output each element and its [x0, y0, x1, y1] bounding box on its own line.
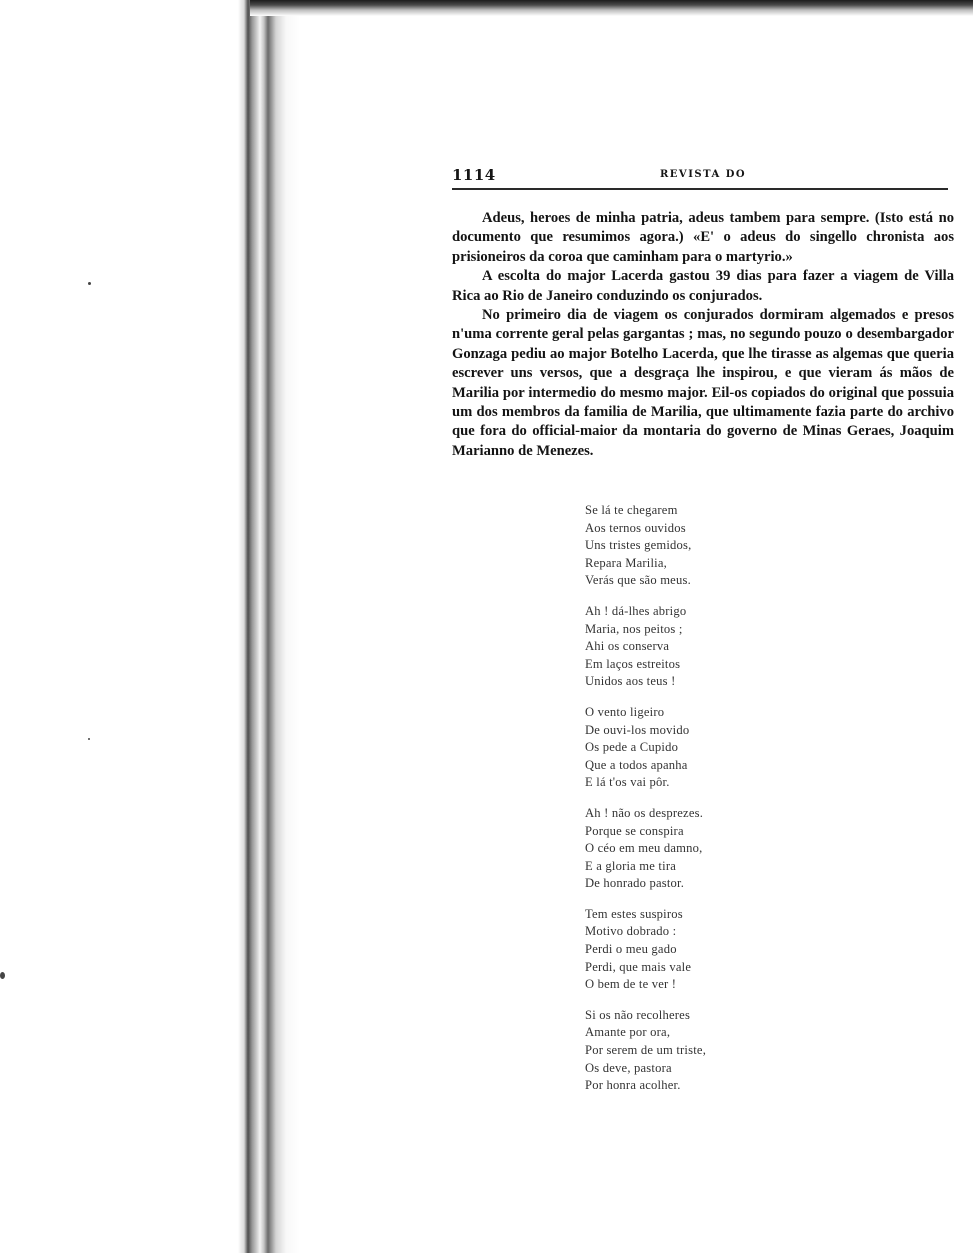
poem-line: Tem estes suspiros: [585, 906, 683, 921]
poem-stanza: [585, 704, 815, 792]
poem-line: Ah ! não os desprezes.: [585, 805, 704, 820]
poem-line: Por serem de um triste,: [585, 1043, 707, 1058]
poem-line: Ah ! dá-lhes abrigo: [585, 603, 687, 618]
poem-line: Perdi o meu gado: [585, 942, 677, 957]
running-title: REVISTA DO: [660, 169, 747, 180]
paragraph: Adeus, heroes de minha patria, adeus tambem para sempre. (Isto está no documento que resumimos agora.) «E' o adeus do singello chronista aos prisioneiros da coroa que caminham para o martyrio.»: [452, 210, 954, 265]
poem-line: Si os não recolheres: [585, 1007, 691, 1022]
poem-line: Uns tristes gemidos,: [585, 538, 692, 553]
poem-line: Unidos aos teus !: [585, 674, 676, 689]
book-gutter: [238, 0, 300, 1253]
poem-line: Porque se conspira: [585, 823, 684, 838]
poem-line: Motivo dobrado :: [585, 924, 677, 939]
poem-stanza: [585, 502, 815, 590]
paragraph: No primeiro dia de viagem os conjurados dormiram algemados e presos n'uma corrente geral pelas gargantas ; mas, no segundo pouzo o desembargador Gonzaga pediu ao major Botelho Lacerda, que lhe tirasse as algemas que queria escrever uns versos, que a desgraça lhe inspirou, e que vieram ás mãos de Marilia por intermedio do mesmo major. Eil-os copiados do original que possuia um dos membros da familia de Marilia, que ultimamente fazia parte do archivo que fora do official-maior da montaria do governo de Minas Geraes, Joaquim Marianno de Menezes.: [452, 307, 954, 459]
poem-line: Ahi os conserva: [585, 639, 670, 654]
poem-line: Maria, nos peitos ;: [585, 621, 683, 636]
poem-line: Se lá te chegarem: [585, 503, 678, 517]
poem-line: Perdi, que mais vale: [585, 959, 692, 974]
poem-line: De honrado pastor.: [585, 876, 685, 891]
poem-line: Repara Marilia,: [585, 555, 668, 570]
poem-stanza: [585, 603, 815, 691]
poem-line: De ouvi-los movido: [585, 722, 690, 737]
page-top-edge: [250, 0, 973, 16]
poem-line: E lá t'os vai pôr.: [585, 775, 670, 790]
poem-line: E a gloria me tira: [585, 858, 677, 873]
poem-stanza: [585, 805, 815, 893]
scan-speck: [0, 972, 5, 979]
poem: [585, 502, 815, 1108]
poem-stanza: [585, 906, 815, 994]
page-number: 1114: [452, 166, 496, 184]
poem-line: Por honra acolher.: [585, 1078, 681, 1093]
poem-line: Em laços estreitos: [585, 656, 681, 671]
page-header: [452, 166, 948, 190]
poem-line: Amante por ora,: [585, 1025, 671, 1040]
scan-speck: [88, 282, 91, 285]
paragraph: A escolta do major Lacerda gastou 39 dias para fazer a viagem de Villa Rica ao Rio de Janeiro conduzindo os conjurados.: [452, 268, 954, 304]
poem-line: Verás que são meus.: [585, 573, 691, 588]
poem-line: Aos ternos ouvidos: [585, 520, 686, 535]
poem-line: O céo em meu damno,: [585, 841, 703, 856]
poem-line: O bem de te ver !: [585, 977, 677, 992]
poem-line: Os pede a Cupido: [585, 740, 679, 755]
poem-line: Que a todos apanha: [585, 757, 688, 772]
poem-line: Os deve, pastora: [585, 1060, 672, 1075]
poem-stanza: [585, 1007, 815, 1095]
body-text: [452, 209, 954, 461]
poem-line: O vento ligeiro: [585, 704, 665, 719]
scan-speck: [88, 738, 90, 740]
